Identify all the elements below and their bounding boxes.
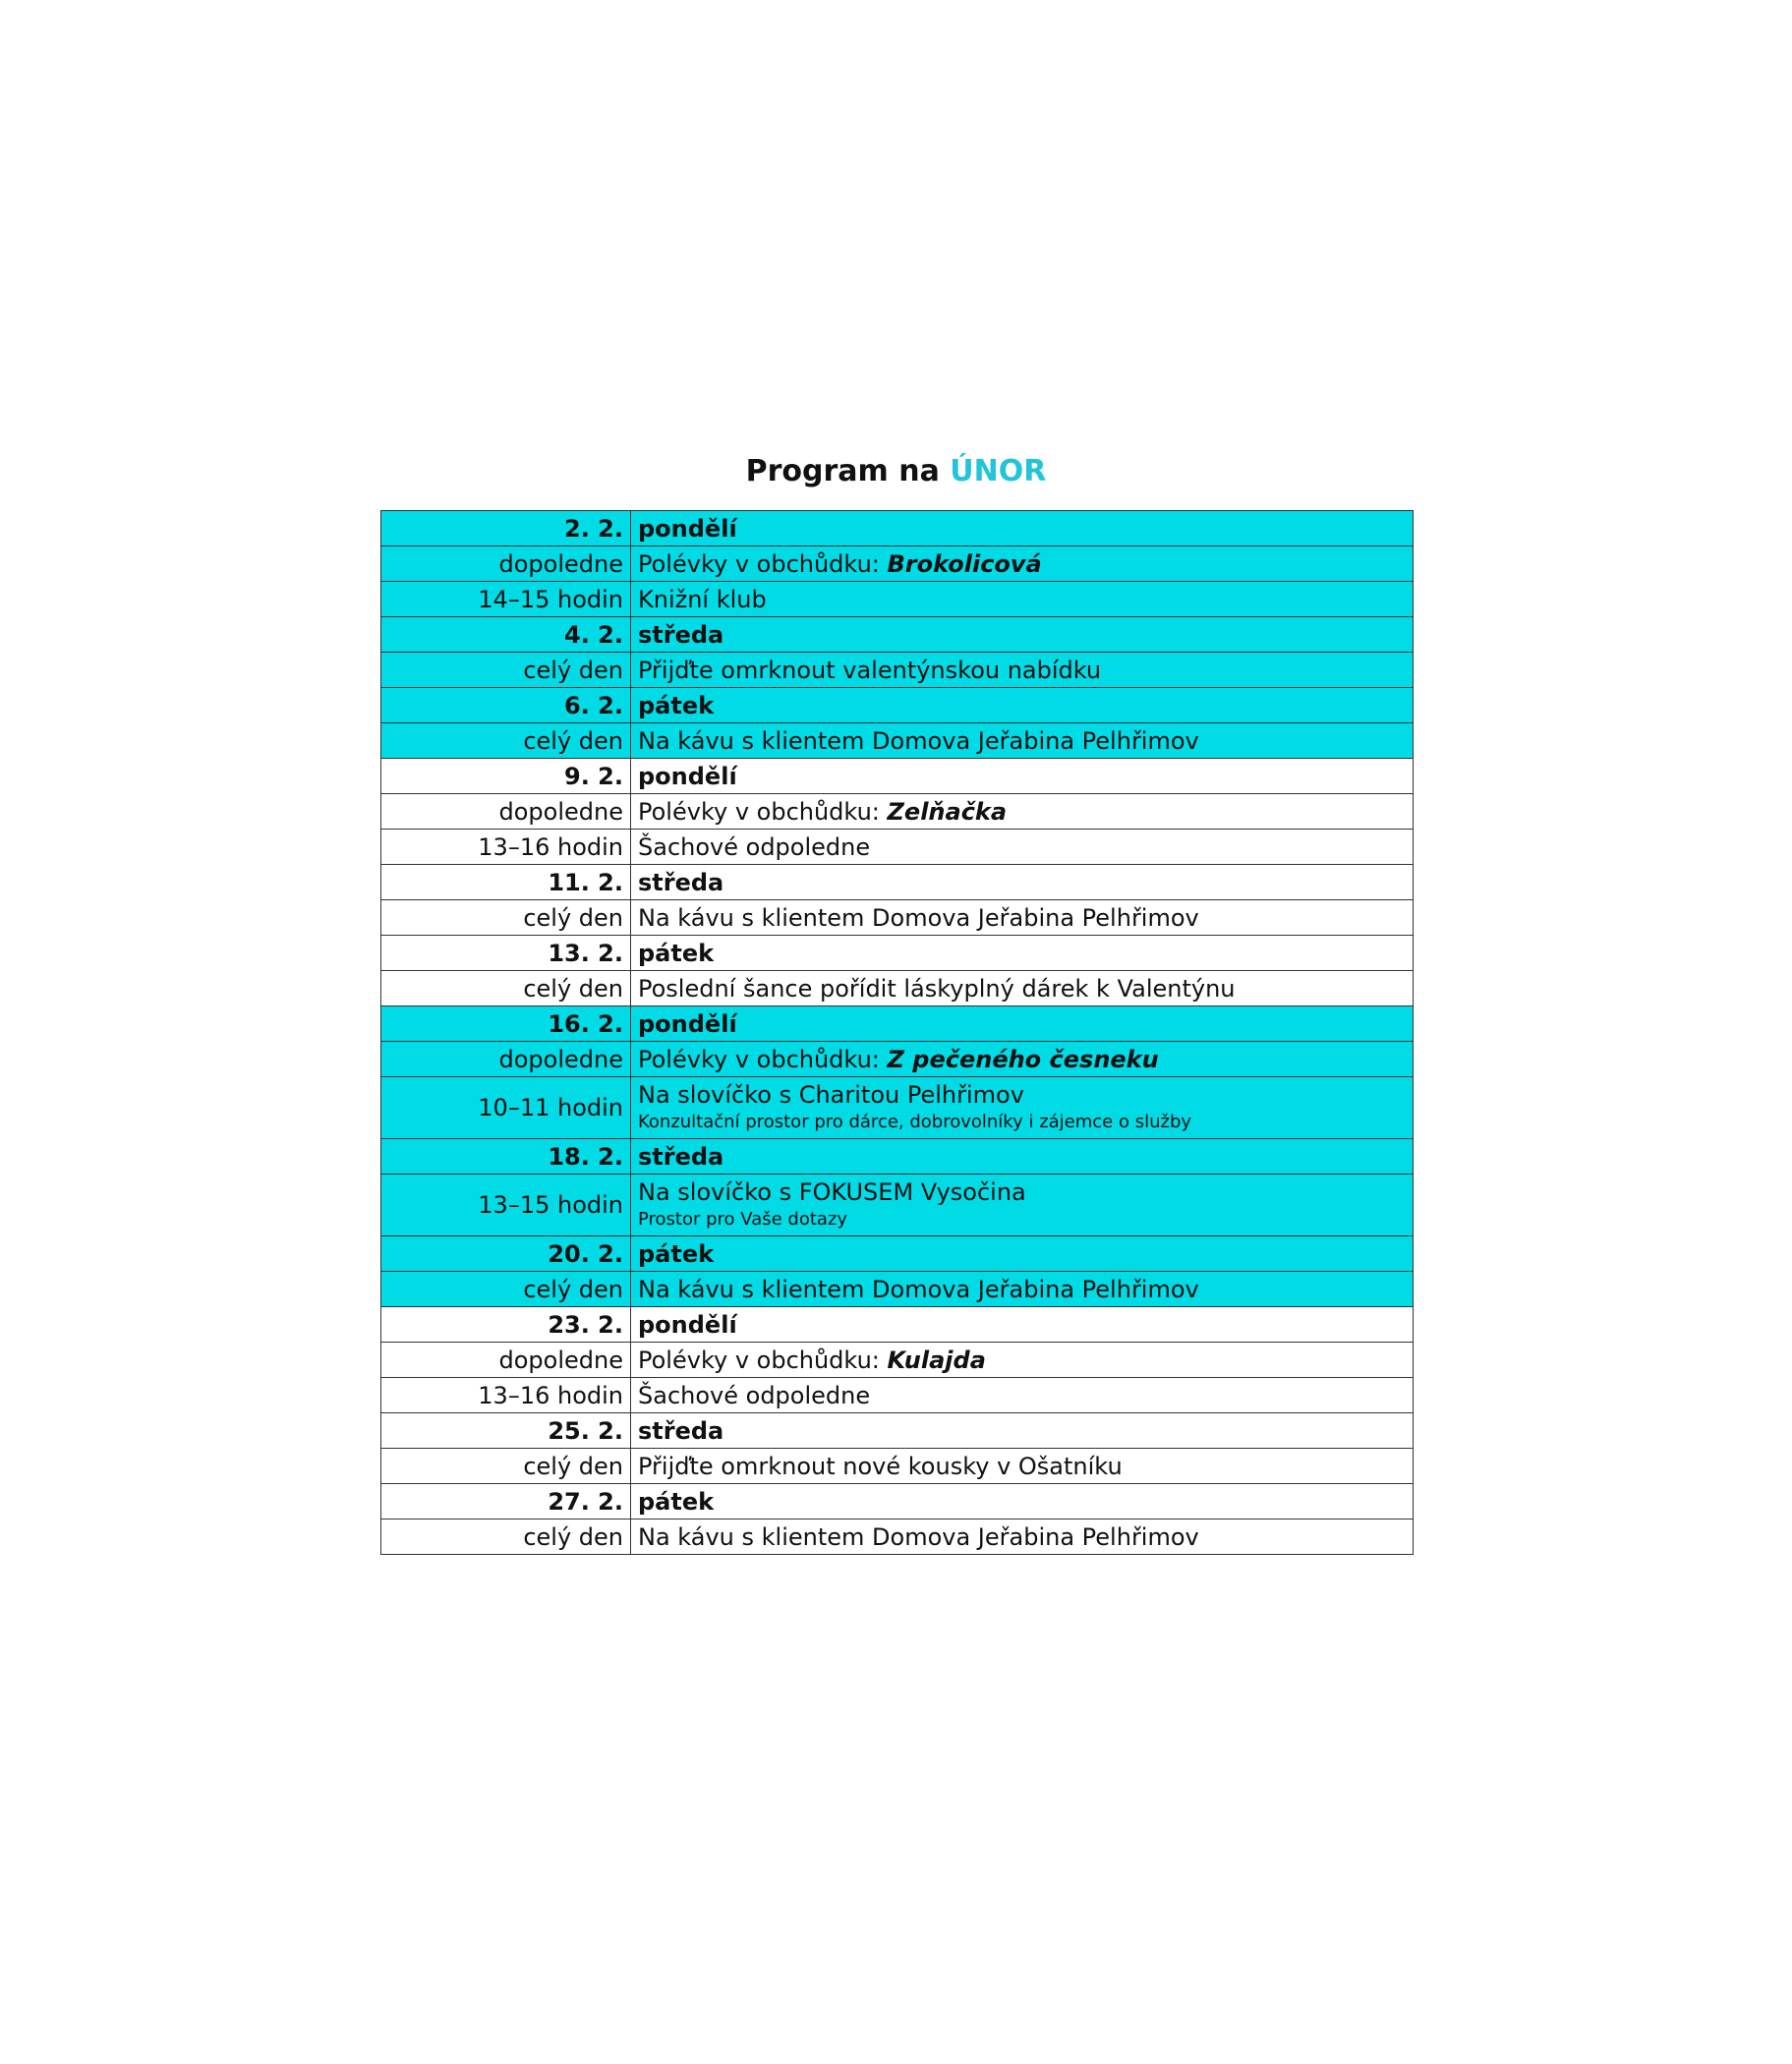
table-row bbox=[381, 1519, 1414, 1555]
table-row bbox=[381, 1236, 1414, 1272]
table-row bbox=[381, 1006, 1414, 1042]
event-cell: Přijďte omrknout valentýnskou nabídku bbox=[631, 653, 1414, 688]
weekday-cell: středa bbox=[631, 865, 1414, 900]
event-cell: Poslední šance pořídit láskyplný dárek k Valentýnu bbox=[631, 971, 1414, 1006]
weekday-cell: pondělí bbox=[631, 759, 1414, 794]
table-row bbox=[381, 759, 1414, 794]
event-subtitle: Prostor pro Vaše dotazy bbox=[638, 1209, 848, 1230]
title-month: ÚNOR bbox=[950, 454, 1047, 488]
table-row bbox=[381, 1139, 1414, 1175]
time-cell: 13–16 hodin bbox=[381, 1378, 631, 1413]
table-row bbox=[381, 1042, 1414, 1077]
time-cell: 13–15 hodin bbox=[381, 1175, 631, 1236]
weekday-cell: pátek bbox=[631, 1236, 1414, 1272]
event-subtitle: Konzultační prostor pro dárce, dobrovolníky i zájemce o služby bbox=[638, 1112, 1192, 1132]
table-row bbox=[381, 1484, 1414, 1519]
time-cell: celý den bbox=[381, 900, 631, 936]
event-cell bbox=[631, 1343, 1414, 1378]
time-cell: 14–15 hodin bbox=[381, 582, 631, 617]
time-cell: 13–16 hodin bbox=[381, 830, 631, 865]
table-row bbox=[381, 1343, 1414, 1378]
time-cell: 10–11 hodin bbox=[381, 1077, 631, 1139]
page-title bbox=[0, 450, 1792, 493]
event-title: Na slovíčko s Charitou Pelhřimov bbox=[638, 1081, 1024, 1109]
table-row bbox=[381, 971, 1414, 1006]
event-cell bbox=[631, 1077, 1414, 1139]
date-cell: 2. 2. bbox=[381, 511, 631, 546]
date-cell: 16. 2. bbox=[381, 1006, 631, 1042]
table-row bbox=[381, 688, 1414, 723]
title-prefix: Program na bbox=[745, 454, 940, 488]
date-cell: 25. 2. bbox=[381, 1413, 631, 1449]
date-cell: 6. 2. bbox=[381, 688, 631, 723]
event-cell: Na kávu s klientem Domova Jeřabina Pelhřimov bbox=[631, 1272, 1414, 1307]
soup-name: Kulajda bbox=[887, 1346, 986, 1374]
date-cell: 27. 2. bbox=[381, 1484, 631, 1519]
date-cell: 18. 2. bbox=[381, 1139, 631, 1175]
time-cell: celý den bbox=[381, 1449, 631, 1484]
date-cell: 20. 2. bbox=[381, 1236, 631, 1272]
table-row bbox=[381, 1449, 1414, 1484]
event-cell: Knižní klub bbox=[631, 582, 1414, 617]
weekday-cell: středa bbox=[631, 617, 1414, 653]
time-cell: celý den bbox=[381, 1519, 631, 1555]
table-row bbox=[381, 936, 1414, 971]
time-cell: celý den bbox=[381, 1272, 631, 1307]
time-cell: dopoledne bbox=[381, 1343, 631, 1378]
table-row bbox=[381, 1307, 1414, 1343]
table-row bbox=[381, 900, 1414, 936]
weekday-cell: pondělí bbox=[631, 511, 1414, 546]
table-row bbox=[381, 546, 1414, 582]
time-cell: celý den bbox=[381, 653, 631, 688]
table-row bbox=[381, 794, 1414, 830]
event-cell bbox=[631, 794, 1414, 830]
weekday-cell: středa bbox=[631, 1413, 1414, 1449]
soup-name: Brokolicová bbox=[887, 549, 1042, 578]
weekday-cell: středa bbox=[631, 1139, 1414, 1175]
table-row bbox=[381, 511, 1414, 546]
event-cell bbox=[631, 1042, 1414, 1077]
table-row bbox=[381, 617, 1414, 653]
table-row bbox=[381, 653, 1414, 688]
table-row bbox=[381, 1378, 1414, 1413]
schedule-table bbox=[380, 510, 1414, 1555]
soup-name: Z pečeného česneku bbox=[887, 1045, 1159, 1073]
date-cell: 23. 2. bbox=[381, 1307, 631, 1343]
weekday-cell: pátek bbox=[631, 936, 1414, 971]
date-cell: 13. 2. bbox=[381, 936, 631, 971]
table-row bbox=[381, 723, 1414, 759]
weekday-cell: pondělí bbox=[631, 1006, 1414, 1042]
event-cell: Na kávu s klientem Domova Jeřabina Pelhřimov bbox=[631, 723, 1414, 759]
weekday-cell: pondělí bbox=[631, 1307, 1414, 1343]
table-row bbox=[381, 1272, 1414, 1307]
date-cell: 4. 2. bbox=[381, 617, 631, 653]
weekday-cell: pátek bbox=[631, 688, 1414, 723]
event-cell: Na kávu s klientem Domova Jeřabina Pelhřimov bbox=[631, 900, 1414, 936]
event-cell: Na kávu s klientem Domova Jeřabina Pelhřimov bbox=[631, 1519, 1414, 1555]
time-cell: celý den bbox=[381, 723, 631, 759]
event-title: Na slovíčko s FOKUSEM Vysočina bbox=[638, 1178, 1026, 1206]
event-prefix: Polévky v obchůdku: bbox=[638, 1045, 880, 1073]
table-row bbox=[381, 1413, 1414, 1449]
table-row bbox=[381, 1077, 1414, 1139]
date-cell: 9. 2. bbox=[381, 759, 631, 794]
table-row bbox=[381, 830, 1414, 865]
event-cell: Přijďte omrknout nové kousky v Ošatníku bbox=[631, 1449, 1414, 1484]
table-row bbox=[381, 582, 1414, 617]
time-cell: celý den bbox=[381, 971, 631, 1006]
event-cell: Šachové odpoledne bbox=[631, 830, 1414, 865]
event-prefix: Polévky v obchůdku: bbox=[638, 797, 880, 826]
date-cell: 11. 2. bbox=[381, 865, 631, 900]
time-cell: dopoledne bbox=[381, 794, 631, 830]
event-cell bbox=[631, 1175, 1414, 1236]
weekday-cell: pátek bbox=[631, 1484, 1414, 1519]
time-cell: dopoledne bbox=[381, 1042, 631, 1077]
soup-name: Zelňačka bbox=[887, 797, 1008, 826]
table-row bbox=[381, 1175, 1414, 1236]
event-cell: Šachové odpoledne bbox=[631, 1378, 1414, 1413]
event-cell bbox=[631, 546, 1414, 582]
time-cell: dopoledne bbox=[381, 546, 631, 582]
table-row bbox=[381, 865, 1414, 900]
event-prefix: Polévky v obchůdku: bbox=[638, 549, 880, 578]
event-prefix: Polévky v obchůdku: bbox=[638, 1346, 880, 1374]
